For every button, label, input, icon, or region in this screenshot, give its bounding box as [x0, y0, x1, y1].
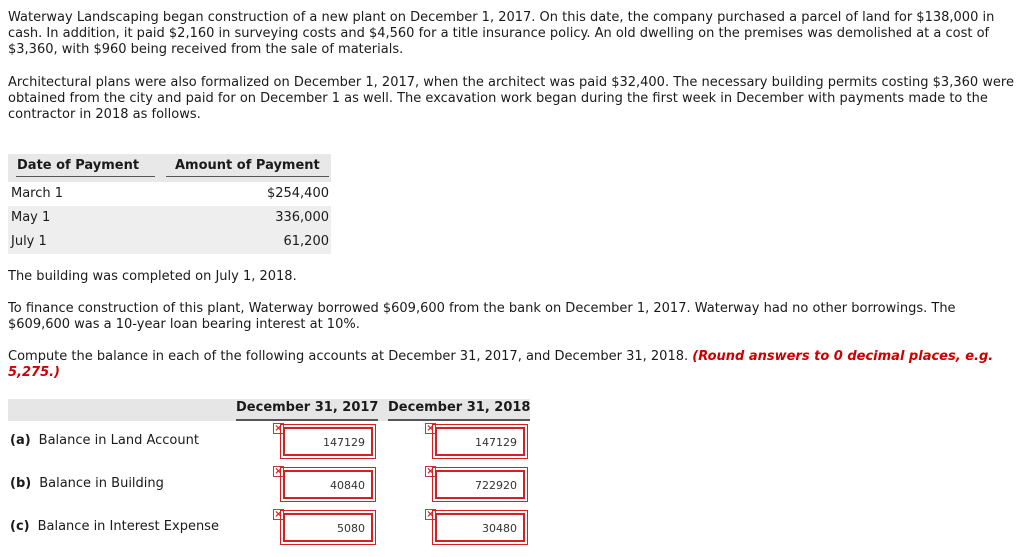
payment-date: May 1 — [11, 210, 51, 225]
answer-input-b-2018[interactable] — [435, 470, 525, 499]
table-row — [8, 206, 331, 230]
problem-paragraph-3: The building was completed on July 1, 2018. — [8, 269, 297, 284]
question-text: Balance in Building — [39, 476, 164, 491]
answer-input-c-2018[interactable] — [435, 513, 525, 542]
payment-date: July 1 — [11, 234, 47, 249]
problem-paragraph-2: Architectural plans were also formalized on December 1, 2017, when the architect was paid $32,400. The necessary building permits costing $3,360 were obtained from the city and paid for on December 1 as well. The excavation work began during the first week in December with payments made to the contractor in 2018 as follows. — [8, 75, 1014, 122]
payment-table — [8, 154, 331, 254]
payment-amount: 61,200 — [283, 234, 329, 249]
incorrect-icon: × — [426, 509, 435, 520]
col-header-amount: Amount of Payment — [175, 158, 320, 173]
answer-input-b-2017[interactable] — [283, 470, 373, 499]
instructions — [8, 349, 1016, 381]
answer-input-a-2018[interactable] — [435, 427, 525, 456]
col-header-date: Date of Payment — [17, 158, 140, 173]
incorrect-icon: × — [274, 423, 283, 434]
col-header-2018: December 31, 2018 — [388, 400, 531, 415]
instructions-text: Compute the balance in each of the following accounts at December 31, 2017, and December 31, 2018. — [8, 349, 689, 364]
col-underline — [236, 419, 378, 421]
problem-paragraph-4: To finance construction of this plant, Waterway borrowed $609,600 from the bank on December 1, 2017. Waterway had no other borrowings. The $609,600 was a 10-year loan bearing interest at 10%. — [8, 301, 956, 332]
question-letter: (b) — [10, 476, 32, 491]
payment-table-header — [8, 154, 331, 182]
header-underline — [16, 176, 155, 177]
question-b-label — [10, 476, 164, 491]
payment-amount: $254,400 — [266, 186, 329, 201]
answer-input-a-2017[interactable] — [283, 427, 373, 456]
question-letter: (c) — [10, 519, 30, 534]
answer-value: 147129 — [323, 436, 365, 449]
answer-value: 5080 — [337, 522, 365, 535]
table-row — [8, 230, 331, 254]
question-text: Balance in Land Account — [38, 433, 199, 448]
payment-date: March 1 — [11, 186, 64, 201]
problem-paragraph-1: Waterway Landscaping began construction of a new plant on December 1, 2017. On this date, the company purchased a parcel of land for $138,000 in cash. In addition, it paid $2,160 in surveying costs and $4,560 for a title insurance policy. An old dwelling on the premises was demolished at a cost of $3,360, with $960 being received from the sale of materials. — [8, 10, 995, 57]
question-c-label — [10, 519, 219, 534]
rounding-note: (Round answers to 0 decimal places, e.g. 5,275.) — [8, 349, 994, 380]
question-text: Balance in Interest Expense — [37, 519, 219, 534]
question-a-label — [10, 433, 199, 448]
answer-value: 147129 — [475, 436, 517, 449]
table-row — [8, 182, 331, 206]
header-underline — [166, 176, 329, 177]
incorrect-icon: × — [426, 423, 435, 434]
incorrect-icon: × — [426, 466, 435, 477]
payment-amount: 336,000 — [275, 210, 329, 225]
col-underline — [388, 419, 530, 421]
answer-input-c-2017[interactable] — [283, 513, 373, 542]
incorrect-icon: × — [274, 466, 283, 477]
question-letter: (a) — [10, 433, 31, 448]
answer-value: 722920 — [475, 479, 517, 492]
col-header-2017: December 31, 2017 — [236, 400, 379, 415]
incorrect-icon: × — [274, 509, 283, 520]
answer-value: 30480 — [482, 522, 517, 535]
answer-value: 40840 — [330, 479, 365, 492]
